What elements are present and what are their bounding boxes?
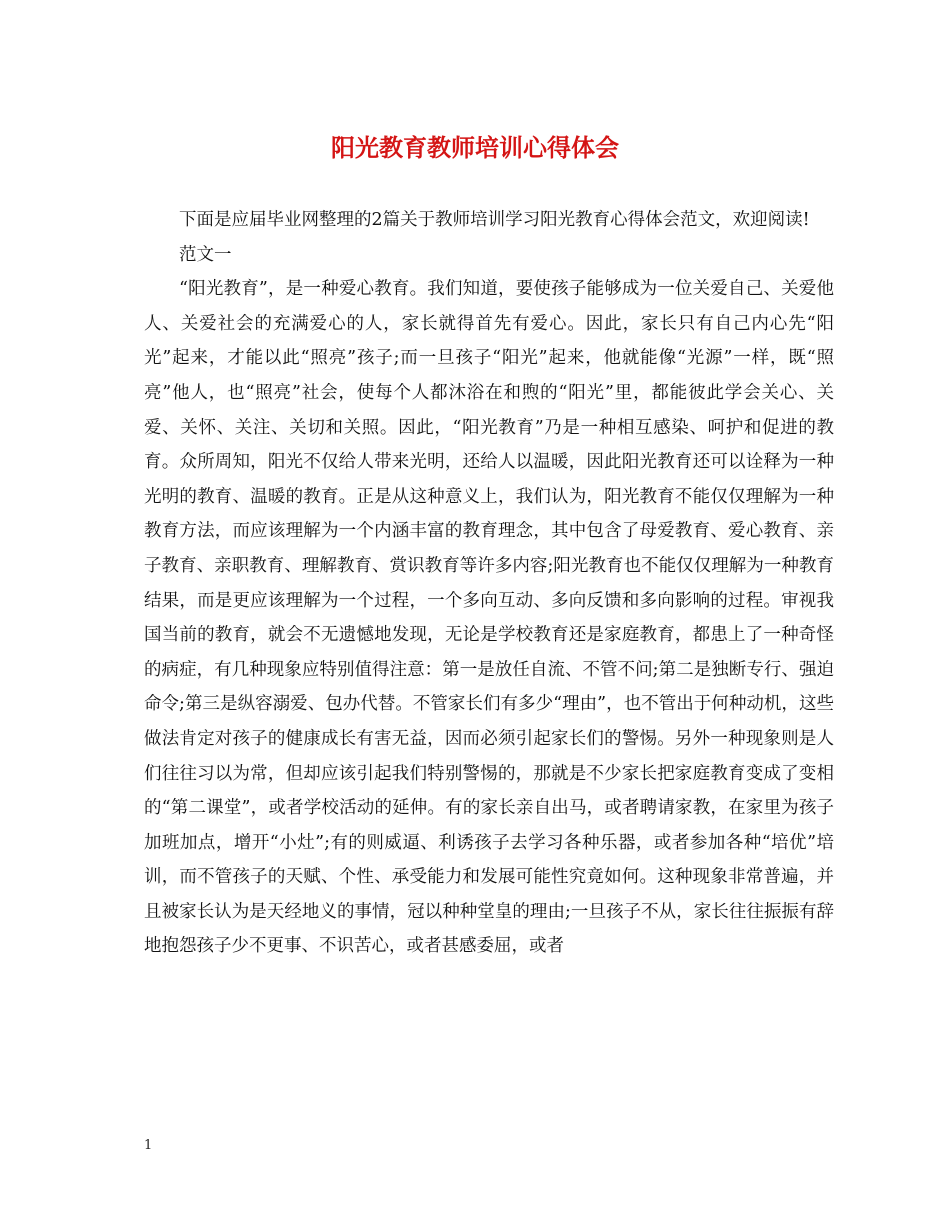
body-paragraph: “阳光教育”，是一种爱心教育。我们知道，要使孩子能够成为一位关爱自己、关爱他人、关爱社会的充满爱心的人，家长就得首先有爱心。因此，家长只有自己内心先“阳光”起来，才能以此“照亮”孩子;而一旦孩子“阳光”起来，他就能像“光源”一样，既“照亮”他人，也“照亮”社会，使每个人都沐浴在和煦的“阳光”里，都能彼此学会关心、关爱、关怀、关注、关切和关照。因此，“阳光教育”乃是一种相互感染、呵护和促进的教育。众所周知，阳光不仅给人带来光明，还给人以温暖，因此阳光教育还可以诠释为一种光明的教育、温暖的教育。正是从这种意义上，我们认为，阳光教育不能仅仅理解为一种教育方法，而应该理解为一个内涵丰富的教育理念，其中包含了母爱教育、爱心教育、亲子教育、亲职教育、理解教育、赏识教育等许多内容;阳光教育也不能仅仅理解为一种教育结果，而是更应该理解为一个过程，一个多向互动、多向反馈和多向影响的过程。审视我国当前的教育，就会不无遗憾地发现，无论是学校教育还是家庭教育，都患上了一种奇怪的病症，有几种现象应特别值得注意：第一是放任自流、不管不问;第二是独断专行、强迫命令;第三是纵容溺爱、包办代替。不管家长们有多少“理由”，也不管出于何种动机，这些做法肯定对孩子的健康成长有害无益，因而必须引起家长们的警惕。另外一种现象则是人们往往习以为常，但却应该引起我们特别警惕的，那就是不少家长把家庭教育变成了变相的“第二课堂”，或者学校活动的延伸。有的家长亲自出马，或者聘请家教，在家里为孩子加班加点，增开“小灶”;有的则威逼、利诱孩子去学习各种乐器，或者参加各种“培优”培训，而不管孩子的天赋、个性、承受能力和发展可能性究竟如何。这种现象非常普遍，并且被家长认为是天经地义的事情，冠以种种堂皇的理由;一旦孩子不从，家长往往振振有辞地抱怨孩子少不更事、不识苦心，或者甚感委屈，或者: [144, 279, 834, 957]
section-label: 范文一: [179, 244, 232, 265]
intro-paragraph: 下面是应届毕业网整理的2篇关于教师培训学习阳光教育心得体会范文，欢迎阅读!: [179, 210, 810, 230]
document-title: 阳光教育教师培训心得体会: [331, 133, 619, 162]
page-number: 1: [144, 1138, 153, 1153]
document-body: [144, 203, 834, 964]
